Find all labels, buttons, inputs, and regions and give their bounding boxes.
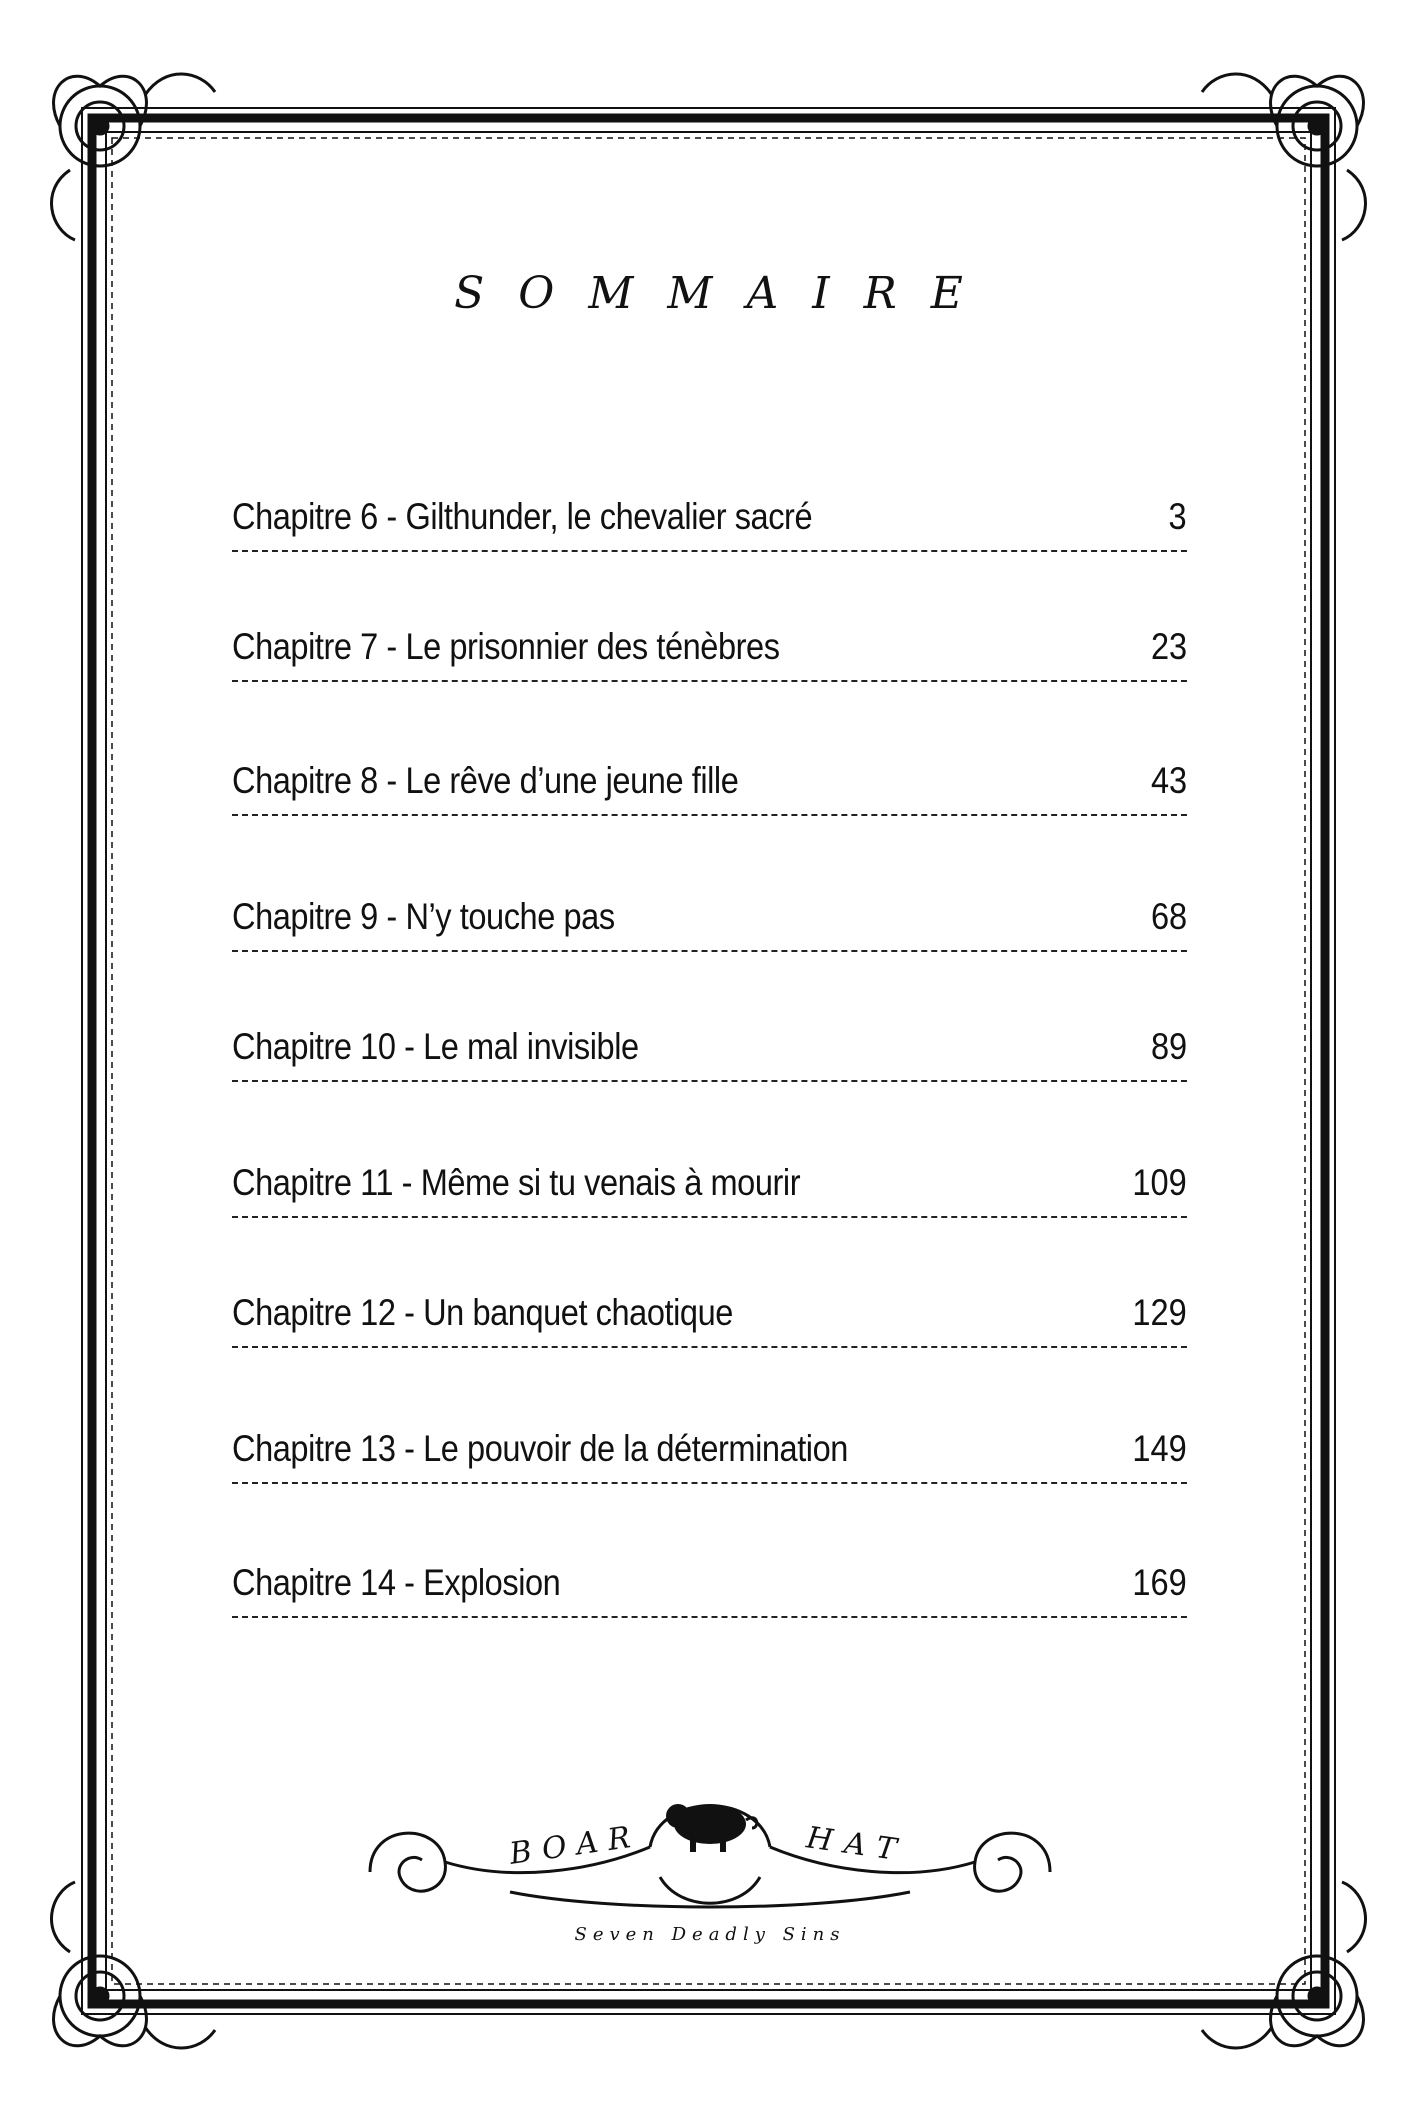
toc-entry: [232, 892, 1187, 952]
toc-entry-page: 109: [1132, 1162, 1187, 1203]
toc-entry: [232, 1022, 1187, 1082]
toc-entry-page: 129: [1132, 1292, 1187, 1333]
dashed-divider: [232, 1346, 1187, 1348]
toc-entry-page: 3: [1168, 496, 1187, 537]
dashed-divider: [232, 1482, 1187, 1484]
toc-entry-title: Chapitre 10 - Le mal invisible: [232, 1026, 639, 1067]
toc-entry-page: 89: [1150, 1026, 1187, 1067]
toc-entry-title: Chapitre 6 - Gilthunder, le chevalier sacré: [232, 496, 813, 537]
toc-entry-title: Chapitre 8 - Le rêve d’une jeune fille: [232, 760, 739, 801]
corner-ornament-bottom-right: [1202, 1882, 1366, 2048]
toc-entry-page: 23: [1150, 626, 1187, 667]
dashed-divider: [232, 1080, 1187, 1082]
dashed-divider: [232, 1616, 1187, 1618]
page-title: SOMMAIRE: [454, 268, 997, 319]
corner-ornament-top-right: [1202, 74, 1366, 240]
toc-entry-title: Chapitre 11 - Même si tu venais à mourir: [232, 1162, 801, 1203]
corner-ornament-top-left: [51, 74, 215, 240]
toc-entry-page: 149: [1132, 1428, 1187, 1469]
toc-entry: [232, 756, 1187, 816]
toc-entry: [232, 622, 1187, 682]
toc-entry-title: Chapitre 13 - Le pouvoir de la détermination: [232, 1428, 848, 1469]
pig-icon: [666, 1804, 757, 1852]
logo-left-word: BOAR: [507, 1818, 643, 1872]
dashed-divider: [232, 680, 1187, 682]
toc-entry: [232, 1288, 1187, 1348]
toc-entry: [232, 1558, 1187, 1618]
toc-entry: [232, 492, 1187, 552]
corner-ornament-bottom-left: [51, 1882, 215, 2048]
toc-entry-title: Chapitre 7 - Le prisonnier des ténèbres: [232, 626, 780, 667]
toc-entry: [232, 1424, 1187, 1484]
dashed-divider: [232, 1216, 1187, 1218]
dashed-divider: [232, 550, 1187, 552]
dashed-divider: [232, 950, 1187, 952]
toc-entry-title: Chapitre 14 - Explosion: [232, 1562, 561, 1603]
toc-entry-page: 68: [1150, 896, 1187, 937]
logo-right-word: HAT: [804, 1820, 911, 1870]
dashed-divider: [232, 814, 1187, 816]
toc-entry-title: Chapitre 12 - Un banquet chaotique: [232, 1292, 733, 1333]
boar-hat-logo: [360, 1752, 1060, 1952]
toc-entry: [232, 1158, 1187, 1218]
toc-entry-title: Chapitre 9 - N’y touche pas: [232, 896, 615, 937]
logo-subtitle: Seven Deadly Sins: [574, 1924, 846, 1945]
toc-entry-page: 169: [1132, 1562, 1187, 1603]
toc-entry-page: 43: [1150, 760, 1187, 801]
